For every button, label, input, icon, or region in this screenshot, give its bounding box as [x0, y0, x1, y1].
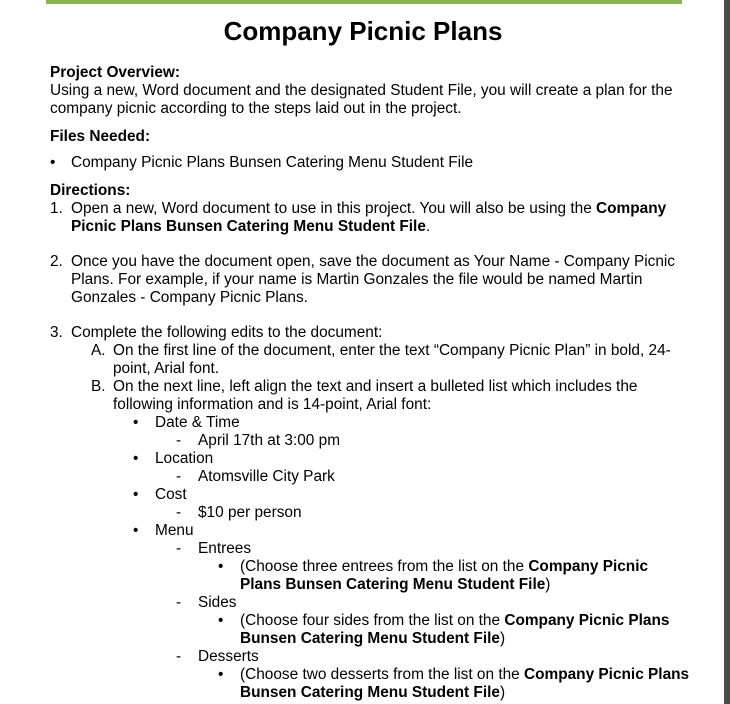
overview-section — [50, 64, 690, 118]
bullet-icon: • — [218, 612, 224, 629]
dash-icon: - — [176, 594, 182, 611]
list-subitem-location — [176, 468, 690, 486]
sub-step-letter: A. — [91, 342, 106, 359]
overview-text: Using a new, Word document and the designated Student File, you will create a plan for the company picnic according to the steps laid out in the project. — [50, 82, 673, 117]
bullet-icon: • — [133, 486, 139, 503]
list-subitem-label: Desserts — [198, 648, 259, 665]
list-item-menu — [133, 522, 690, 540]
list-item-label: Cost — [155, 486, 187, 503]
student-file-name: Company Picnic Plans Bunsen Catering Menu Student File — [71, 200, 667, 235]
list-item-location — [133, 450, 690, 468]
step-number: 2. — [50, 253, 63, 270]
dash-icon: - — [176, 540, 182, 557]
instruction-prefix: (Choose two desserts from the list on the — [240, 666, 520, 683]
step-number: 3. — [50, 324, 63, 341]
instruction-close: ) — [499, 684, 506, 701]
list-item-label: Menu — [155, 522, 194, 539]
sides-instruction — [218, 612, 690, 648]
student-file-name: Company Picnic Plans Bunsen Catering Menu Student File — [240, 558, 649, 593]
list-subitem-entrees — [176, 540, 690, 558]
overview-heading: Project Overview: — [50, 64, 181, 81]
step-1-end: . — [425, 218, 431, 235]
list-subitem-sides — [176, 594, 690, 612]
step-3-text: Complete the following edits to the document: — [71, 324, 383, 341]
instruction-prefix: (Choose three entrees from the list on the — [240, 558, 525, 575]
bullet-icon: • — [133, 450, 139, 467]
directions-heading: Directions: — [50, 182, 131, 199]
list-subitem-desserts — [176, 648, 690, 666]
step-text — [71, 200, 690, 236]
entrees-instruction — [218, 558, 690, 594]
step-3-b — [91, 378, 690, 414]
sub-step-b-text: On the next line, left align the text and insert a bulleted list which includes the following information and is 14-point, Arial font: — [113, 378, 638, 413]
list-subitem-date — [176, 432, 690, 450]
list-item-label: Location — [155, 450, 214, 467]
sub-step-a-text: On the first line of the document, enter the text “Company Picnic Plan” in bold, 24-point, Arial font. — [113, 342, 671, 377]
step-2 — [50, 253, 690, 307]
list-item-date — [133, 414, 690, 432]
instruction-text — [240, 558, 690, 594]
list-subitem-label: April 17th at 3:00 pm — [198, 432, 341, 449]
scrollbar[interactable] — [724, 0, 730, 704]
desserts-instruction — [218, 666, 690, 702]
bullet-icon: • — [218, 666, 224, 683]
instruction-text — [240, 666, 690, 702]
list-subitem-label: Atomsville City Park — [198, 468, 335, 485]
sub-step-letter: B. — [91, 378, 106, 395]
student-file-name: Company Picnic Plans Bunsen Catering Menu Student File — [240, 666, 690, 701]
list-item-label: Date & Time — [155, 414, 240, 431]
directions-section — [50, 182, 690, 702]
document-body — [50, 64, 690, 702]
list-subitem-cost — [176, 504, 690, 522]
instruction-prefix: (Choose four sides from the list on the — [240, 612, 501, 629]
header-accent-bar — [46, 0, 682, 4]
dash-icon: - — [176, 648, 182, 665]
bullet-icon: • — [133, 414, 139, 431]
step-number: 1. — [50, 200, 63, 217]
list-subitem-label: Entrees — [198, 540, 252, 557]
step-1 — [50, 200, 690, 236]
list-subitem-label: $10 per person — [198, 504, 302, 521]
instruction-close: ) — [545, 576, 551, 593]
instruction-text — [240, 612, 690, 648]
dash-icon: - — [176, 432, 182, 449]
document-title: Company Picnic Plans — [223, 16, 503, 46]
bullet-icon: • — [50, 154, 56, 171]
dash-icon: - — [176, 468, 182, 485]
step-2-text: Once you have the document open, save the document as Your Name - Company Picnic Plans. For example, if your name is Martin Gonzales the file would be named Martin Gonzales - Company Picnic Plans. — [71, 253, 676, 306]
student-file-name: Company Picnic Plans Bunsen Catering Menu Student File — [240, 612, 670, 647]
step-3 — [50, 324, 690, 342]
bullet-icon: • — [218, 558, 224, 575]
files-heading: Files Needed: — [50, 128, 151, 145]
list-item-cost — [133, 486, 690, 504]
dash-icon: - — [176, 504, 182, 521]
instruction-close: ) — [499, 630, 506, 647]
list-subitem-label: Sides — [198, 594, 237, 611]
bullet-icon: • — [133, 522, 139, 539]
file-list-item — [50, 154, 690, 172]
file-name: Company Picnic Plans Bunsen Catering Menu Student File — [71, 154, 474, 171]
files-section — [50, 128, 690, 172]
step-3-a — [91, 342, 690, 378]
step-1-text: Open a new, Word document to use in this project. You will also be using the — [71, 200, 592, 217]
